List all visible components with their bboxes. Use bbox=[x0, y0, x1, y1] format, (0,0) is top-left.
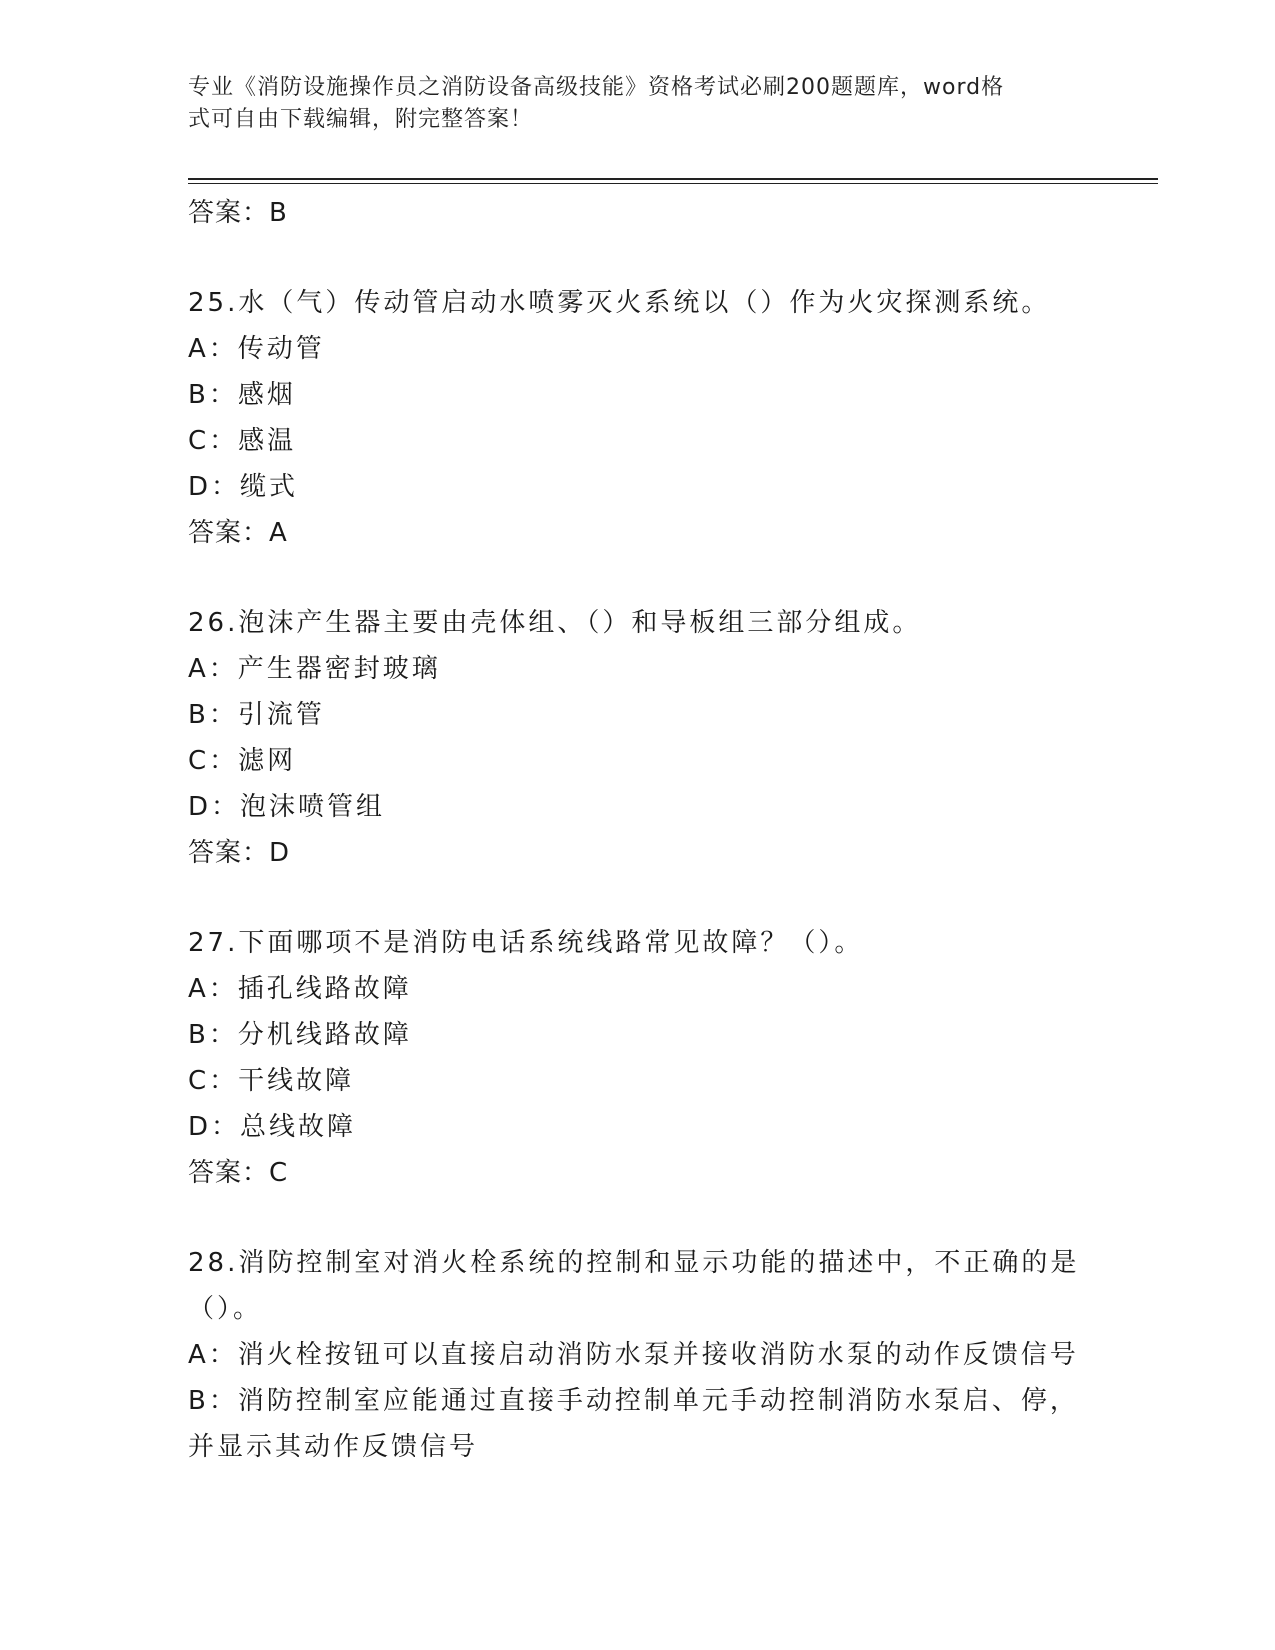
option-d: D：泡沫喷管组 bbox=[188, 792, 386, 822]
question-text: 25.水（气）传动管启动水喷雾灭火系统以（）作为火灾探测系统。 bbox=[188, 288, 1051, 318]
option-b: B：感烟 bbox=[188, 380, 296, 410]
option-b: B：消防控制室应能通过直接手动控制单元手动控制消防水泵启、停， bbox=[188, 1386, 1079, 1416]
spacer bbox=[188, 1196, 1088, 1240]
option-b: B：引流管 bbox=[188, 700, 325, 730]
option-d: D：缆式 bbox=[188, 472, 299, 502]
option-a: A：传动管 bbox=[188, 334, 325, 364]
option-c: C：滤网 bbox=[188, 746, 297, 776]
question-text-line-2: （）。 bbox=[188, 1294, 263, 1324]
question-text-line-1: 28.消防控制室对消火栓系统的控制和显示功能的描述中，不正确的是 bbox=[188, 1248, 1080, 1278]
question-25 bbox=[188, 280, 1088, 556]
option-d: D：总线故障 bbox=[188, 1112, 357, 1142]
document-header bbox=[188, 72, 1088, 136]
header-line-1: 专业《消防设施操作员之消防设备高级技能》资格考试必刷200题题库，word格 bbox=[188, 75, 1005, 100]
header-line-2: 式可自由下载编辑，附完整答案！ bbox=[188, 107, 534, 132]
option-a: A：插孔线路故障 bbox=[188, 974, 412, 1004]
option-b-continued: 并显示其动作反馈信号 bbox=[188, 1432, 479, 1462]
spacer bbox=[188, 236, 1088, 280]
option-a: A：消火栓按钮可以直接启动消防水泵并接收消防水泵的动作反馈信号 bbox=[188, 1340, 1079, 1370]
option-a: A：产生器密封玻璃 bbox=[188, 654, 441, 684]
question-27 bbox=[188, 920, 1088, 1196]
answer-line: 答案：A bbox=[188, 518, 288, 548]
answer-line: 答案：C bbox=[188, 1158, 289, 1188]
option-c: C：干线故障 bbox=[188, 1066, 355, 1096]
option-b: B：分机线路故障 bbox=[188, 1020, 412, 1050]
header-divider-thin bbox=[188, 183, 1158, 184]
question-26 bbox=[188, 600, 1088, 876]
spacer bbox=[188, 876, 1088, 920]
question-list bbox=[188, 190, 1088, 1470]
question-text: 27.下面哪项不是消防电话系统线路常见故障？（）。 bbox=[188, 928, 864, 958]
question-text: 26.泡沫产生器主要由壳体组、（）和导板组三部分组成。 bbox=[188, 608, 922, 638]
header-divider-thick bbox=[188, 178, 1158, 180]
answer-line: 答案：D bbox=[188, 838, 291, 868]
option-c: C：感温 bbox=[188, 426, 297, 456]
question-28 bbox=[188, 1240, 1088, 1470]
spacer bbox=[188, 556, 1088, 600]
answer-line: 答案：B bbox=[188, 198, 288, 228]
